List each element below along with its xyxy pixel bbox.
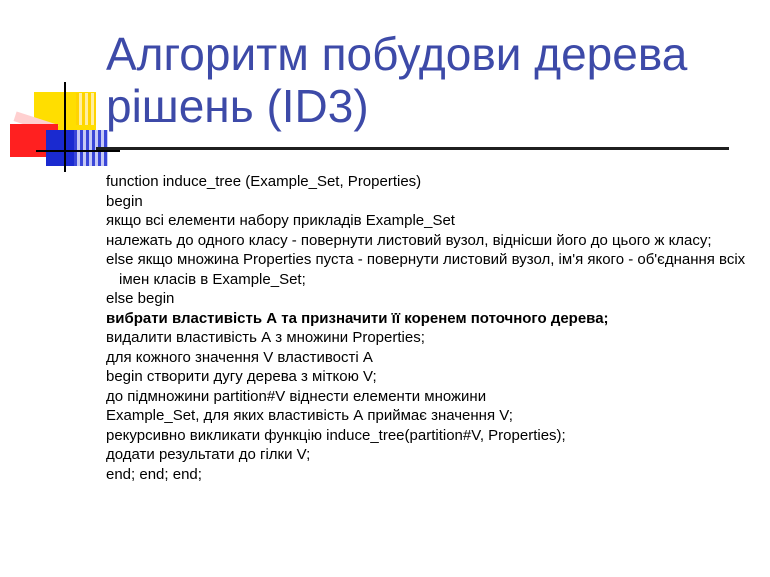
text-line: до підмножини partition#V віднести елементи множини (106, 387, 487, 405)
text-line: function induce_tree (Example_Set, Properties) (106, 173, 422, 190)
text-line: else якщо множина Properties пуста - повернути листовий вузол, ім'я якого - об'єднання всіх імен класів в Example_Set; (106, 251, 746, 288)
text-line-bold: вибрати властивість А та призначити її коренем поточного дерева; (106, 309, 609, 327)
text-line: додати результати до гілки V; (106, 446, 311, 463)
text-line: begin (106, 192, 143, 210)
text-line: else begin (106, 290, 175, 307)
text-line: належать до одного класу - повернути листовий вузол, віднісши його до цього ж класу; (106, 231, 712, 249)
logo-horizontal-line (36, 150, 120, 152)
text-line: begin створити дугу дерева з міткою V; (106, 368, 377, 385)
blue-square (46, 130, 76, 166)
text-line: рекурсивно викликати функцію induce_tree(partition#V, Properties); (106, 426, 566, 444)
title-underline (96, 147, 729, 150)
text-line: для кожного значення V властивості А (106, 348, 373, 366)
text-line: видалити властивість А з множини Properties; (106, 329, 425, 346)
text-line: якщо всі елементи набору прикладів Example_Set (106, 212, 455, 229)
striped-yellow-square (76, 93, 96, 125)
logo-vertical-line (64, 82, 66, 172)
text-line: Example_Set, для яких властивість А приймає значення V; (106, 407, 513, 424)
text-line: end; end; end; (106, 465, 202, 483)
algorithm-text (106, 172, 756, 484)
slide-title: Алгоритм побудови дерева рішень (ID3) (106, 28, 688, 132)
